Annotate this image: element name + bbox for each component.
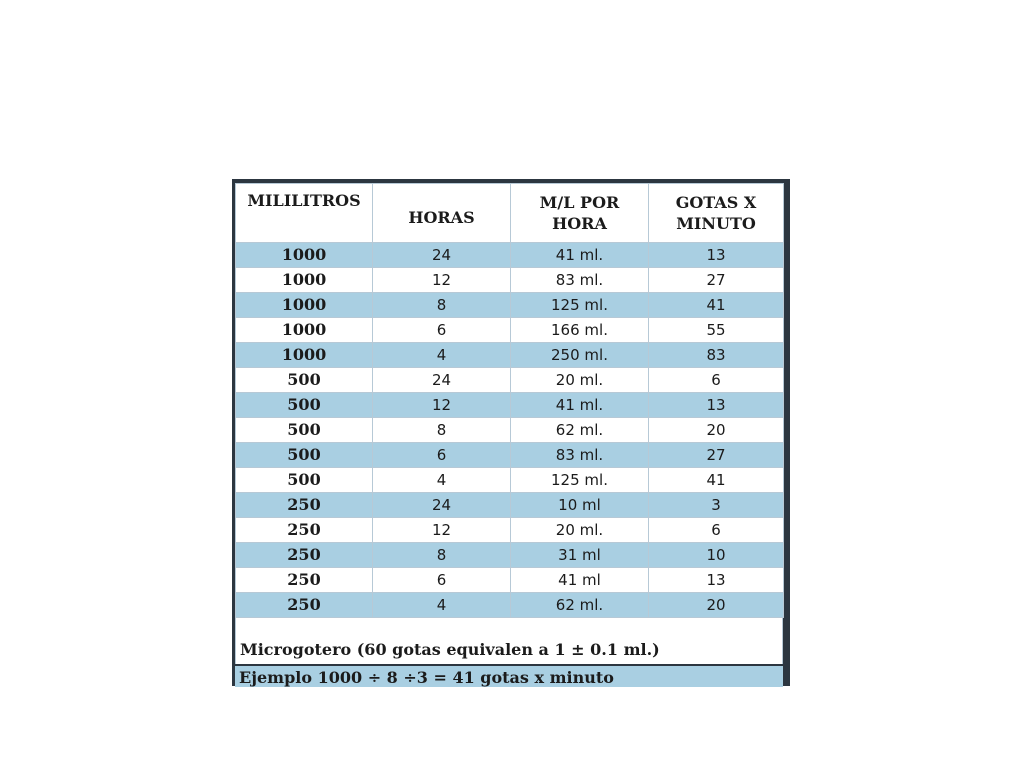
cell-ml-por-hora: 83 ml. xyxy=(511,268,649,293)
table-row xyxy=(236,243,784,268)
cell-ml-por-hora: 20 ml. xyxy=(511,368,649,393)
cell-ml-por-hora: 62 ml. xyxy=(511,418,649,443)
cell-gotas-x-minuto: 27 xyxy=(649,443,784,468)
cell-gotas-x-minuto: 41 xyxy=(649,468,784,493)
cell-ml-por-hora: 41 ml. xyxy=(511,393,649,418)
cell-horas: 24 xyxy=(373,493,511,518)
table-row xyxy=(236,568,784,593)
header-horas: HORAS xyxy=(373,184,511,243)
cell-horas: 6 xyxy=(373,318,511,343)
cell-ml-por-hora: 125 ml. xyxy=(511,468,649,493)
note-spacer xyxy=(235,618,783,638)
cell-gotas-x-minuto: 41 xyxy=(649,293,784,318)
cell-mililitros: 500 xyxy=(236,418,373,443)
cell-mililitros: 500 xyxy=(236,468,373,493)
cell-gotas-x-minuto: 13 xyxy=(649,568,784,593)
drip-rate-table xyxy=(235,183,784,618)
cell-horas: 24 xyxy=(373,243,511,268)
cell-gotas-x-minuto: 6 xyxy=(649,368,784,393)
cell-gotas-x-minuto: 6 xyxy=(649,518,784,543)
table-row xyxy=(236,543,784,568)
cell-gotas-x-minuto: 13 xyxy=(649,243,784,268)
cell-gotas-x-minuto: 27 xyxy=(649,268,784,293)
cell-mililitros: 250 xyxy=(236,568,373,593)
cell-horas: 24 xyxy=(373,368,511,393)
cell-ml-por-hora: 166 ml. xyxy=(511,318,649,343)
cell-mililitros: 1000 xyxy=(236,318,373,343)
cell-horas: 12 xyxy=(373,268,511,293)
cell-gotas-x-minuto: 10 xyxy=(649,543,784,568)
cell-mililitros: 250 xyxy=(236,493,373,518)
table-row xyxy=(236,368,784,393)
cell-ml-por-hora: 41 ml. xyxy=(511,243,649,268)
cell-mililitros: 250 xyxy=(236,543,373,568)
cell-mililitros: 500 xyxy=(236,393,373,418)
cell-gotas-x-minuto: 20 xyxy=(649,418,784,443)
cell-ml-por-hora: 125 ml. xyxy=(511,293,649,318)
cell-mililitros: 1000 xyxy=(236,293,373,318)
table-row xyxy=(236,393,784,418)
table-row xyxy=(236,293,784,318)
cell-horas: 8 xyxy=(373,418,511,443)
cell-ml-por-hora: 10 ml xyxy=(511,493,649,518)
cell-gotas-x-minuto: 83 xyxy=(649,343,784,368)
cell-mililitros: 500 xyxy=(236,368,373,393)
table-row xyxy=(236,318,784,343)
table-row xyxy=(236,268,784,293)
cell-horas: 8 xyxy=(373,293,511,318)
cell-horas: 4 xyxy=(373,468,511,493)
table-row xyxy=(236,468,784,493)
cell-horas: 4 xyxy=(373,343,511,368)
table-row xyxy=(236,418,784,443)
table-header-row xyxy=(236,184,784,243)
cell-gotas-x-minuto: 3 xyxy=(649,493,784,518)
cell-horas: 6 xyxy=(373,443,511,468)
cell-ml-por-hora: 31 ml xyxy=(511,543,649,568)
header-mililitros: MILILITROS xyxy=(236,184,373,243)
cell-mililitros: 1000 xyxy=(236,343,373,368)
header-gotas-x-minuto: GOTAS X MINUTO xyxy=(649,184,784,243)
cell-gotas-x-minuto: 55 xyxy=(649,318,784,343)
cell-gotas-x-minuto: 20 xyxy=(649,593,784,618)
cell-ml-por-hora: 62 ml. xyxy=(511,593,649,618)
cell-mililitros: 250 xyxy=(236,518,373,543)
cell-mililitros: 500 xyxy=(236,443,373,468)
drip-rate-table-card xyxy=(232,179,790,686)
table-row xyxy=(236,518,784,543)
cell-mililitros: 1000 xyxy=(236,243,373,268)
cell-horas: 12 xyxy=(373,393,511,418)
cell-mililitros: 250 xyxy=(236,593,373,618)
table-row xyxy=(236,593,784,618)
cell-horas: 12 xyxy=(373,518,511,543)
cell-gotas-x-minuto: 13 xyxy=(649,393,784,418)
cell-horas: 6 xyxy=(373,568,511,593)
cell-ml-por-hora: 41 ml xyxy=(511,568,649,593)
table-row xyxy=(236,493,784,518)
table-row xyxy=(236,343,784,368)
cell-horas: 8 xyxy=(373,543,511,568)
example-note: Ejemplo 1000 ÷ 8 ÷3 = 41 gotas x minuto xyxy=(235,664,783,687)
table-row xyxy=(236,443,784,468)
cell-horas: 4 xyxy=(373,593,511,618)
cell-ml-por-hora: 83 ml. xyxy=(511,443,649,468)
header-ml-por-hora: M/L POR HORA xyxy=(511,184,649,243)
cell-ml-por-hora: 250 ml. xyxy=(511,343,649,368)
cell-mililitros: 1000 xyxy=(236,268,373,293)
microgotero-note: Microgotero (60 gotas equivalen a 1 ± 0.1 ml.) xyxy=(235,638,783,664)
cell-ml-por-hora: 20 ml. xyxy=(511,518,649,543)
